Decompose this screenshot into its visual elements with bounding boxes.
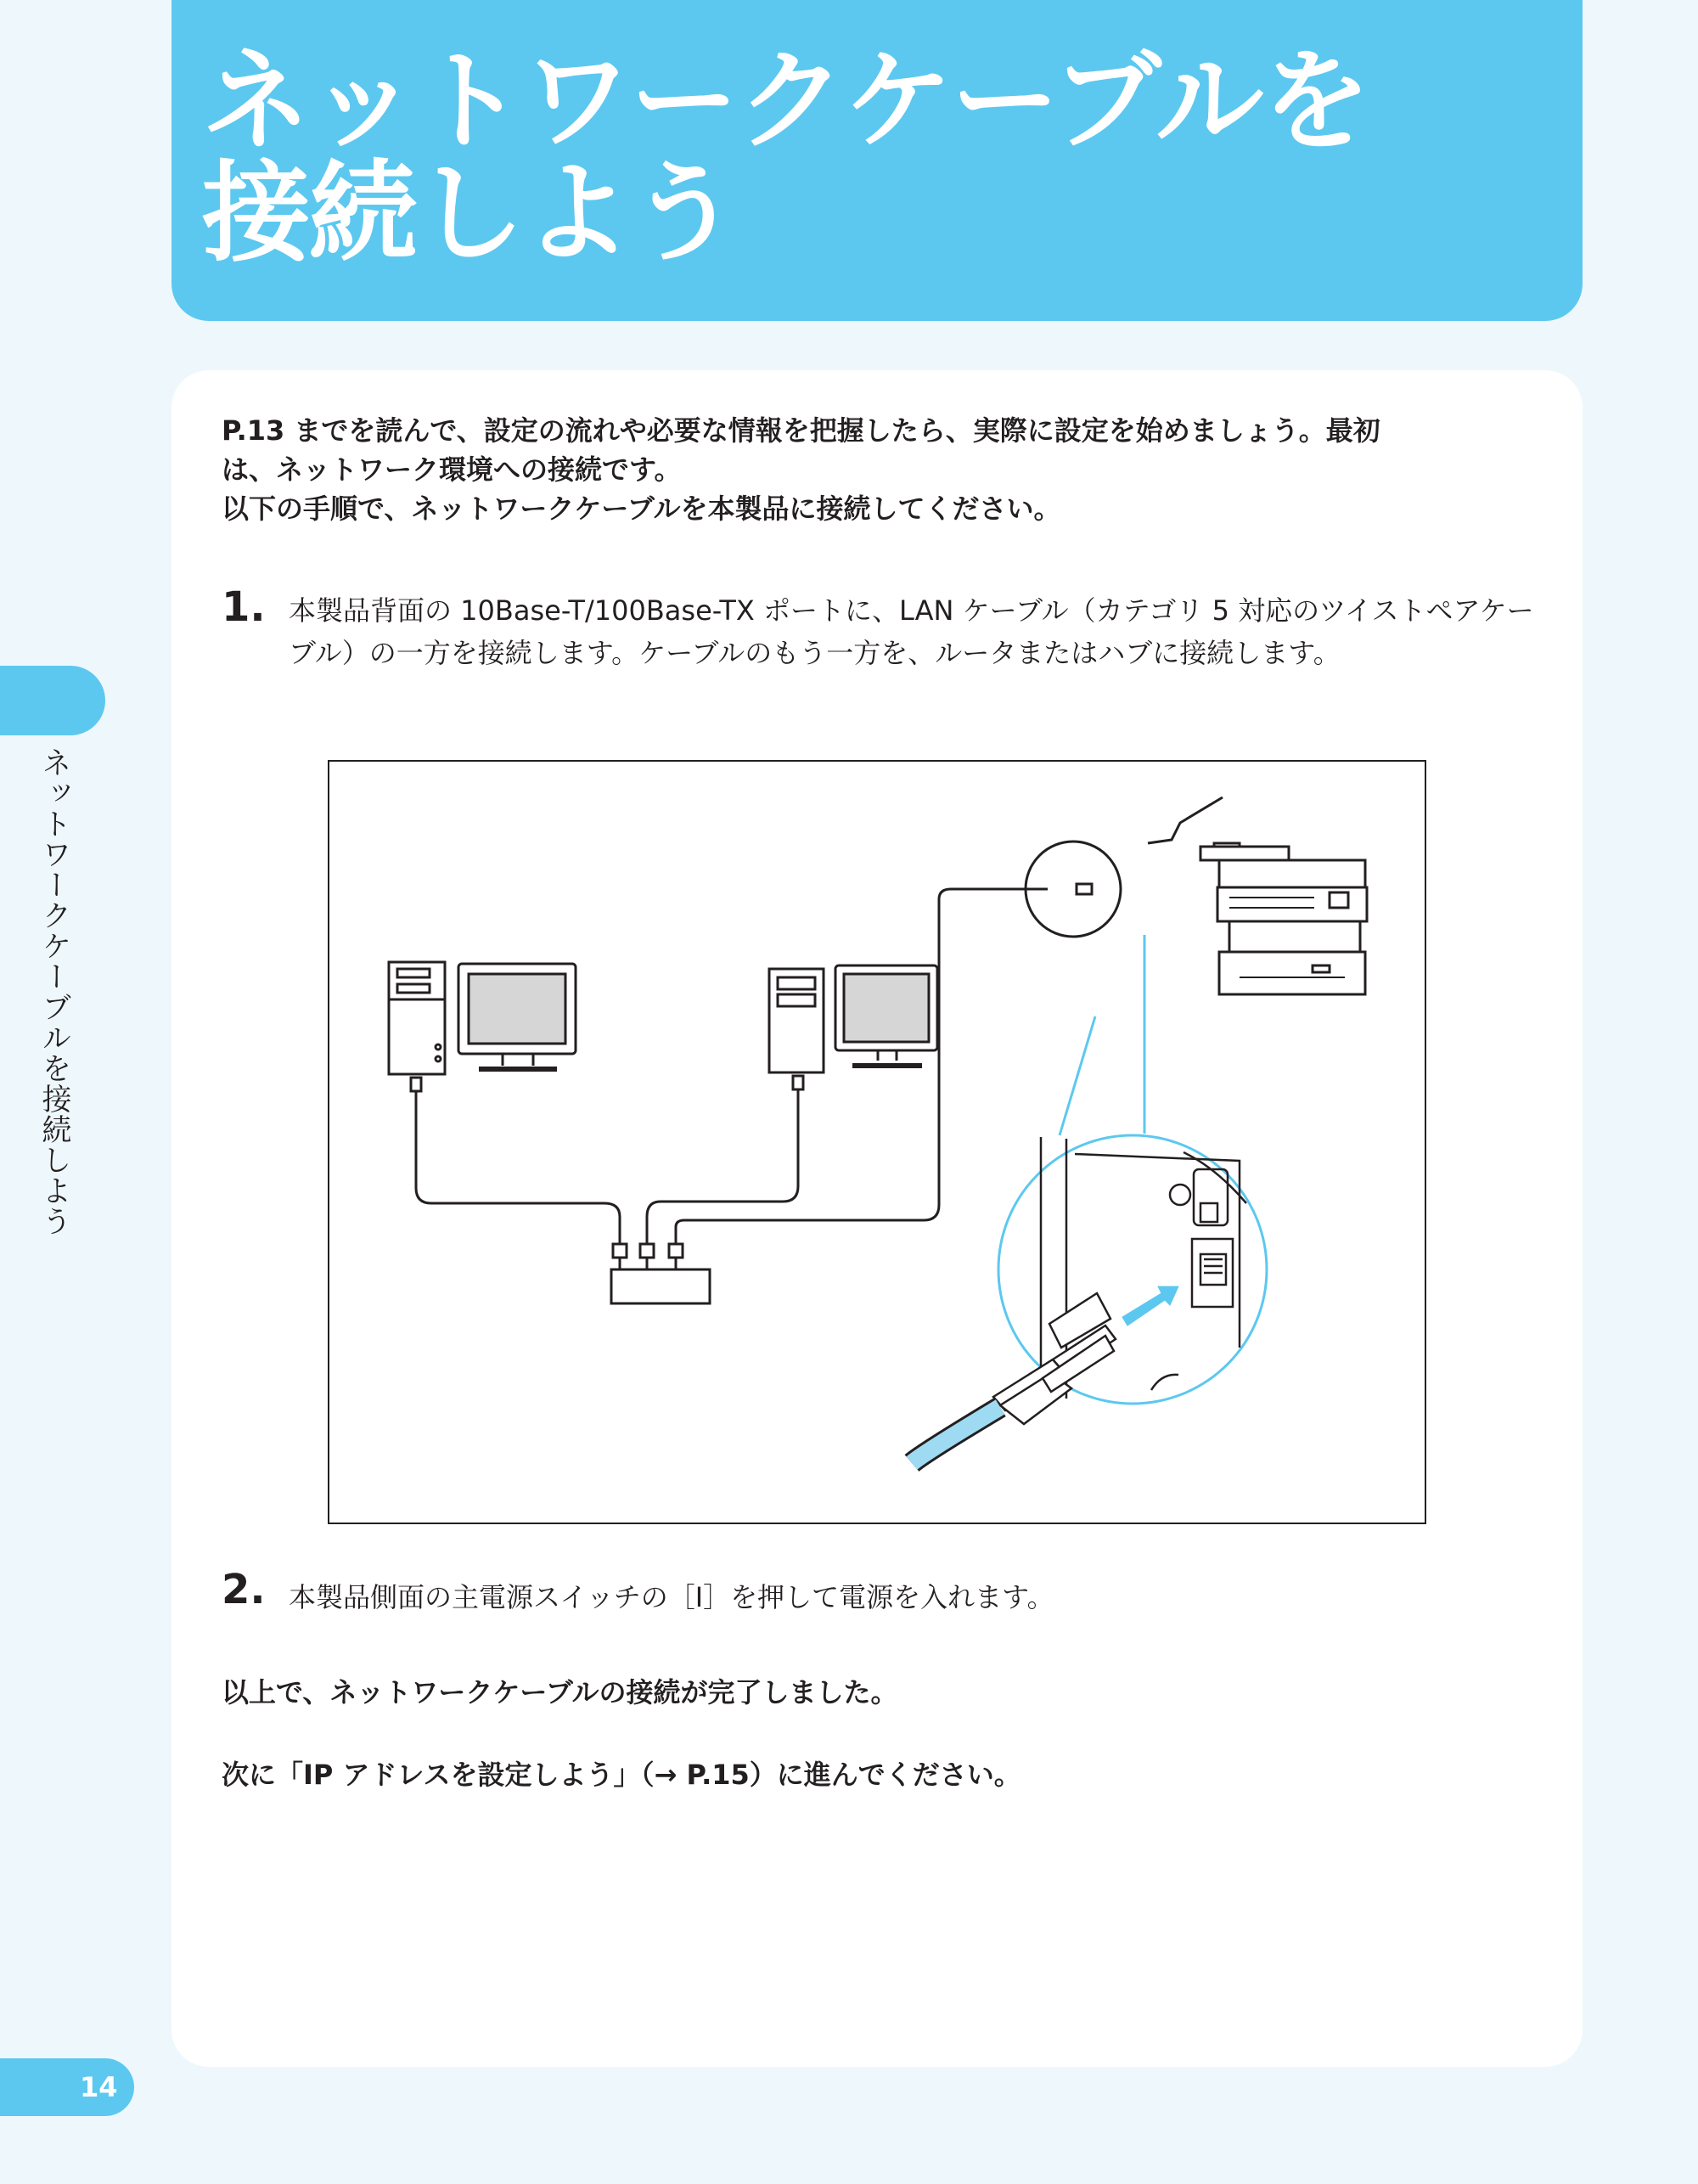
intro-paragraph [222,411,1546,528]
step-2-text: 本製品側面の主電源スイッチの［I］を押して電源を入れます。 [289,1581,1054,1613]
chapter-side-label: ネットワークケーブルを接続しよう [37,747,71,1236]
computer-tower-2-icon [769,969,824,1072]
page-number: 14 [80,2071,118,2103]
step-1-text: 本製品背面の 10Base-T/100Base-TX ポートに、LAN ケーブル（カテゴリ 5 対応のツイストペアケーブル）の一方を接続します。ケーブルのもう一方を、ルータまたはハブに接続します。 [289,594,1534,669]
completion-note: 以上で、ネットワークケーブルの接続が完了しました。 [222,1676,898,1708]
step-1-number: 1. [222,583,266,631]
next-step-note: 次に「IP アドレスを設定しよう」（→ P.15）に進んでください。 [222,1759,1021,1791]
intro-line-3: 以下の手順で、ネットワークケーブルを本製品に接続してください。 [222,493,1061,525]
printer-icon [1148,797,1367,994]
callout-line-diag [1060,1016,1095,1135]
intro-line-1: P.13 までを読んで、設定の流れや必要な情報を把握したら、実際に設定を始めましょう。最初 [222,414,1380,447]
intro-line-2: は、ネットワーク環境への接続です。 [222,453,682,486]
network-hub-icon [611,1244,710,1303]
computer-tower-1-icon [389,962,445,1074]
page-title [202,38,1560,277]
monitor-2-icon [835,965,937,1066]
connection-diagram [328,760,1426,1524]
monitor-1-icon [458,964,576,1069]
rj45-plug-icon [912,1286,1178,1463]
chapter-side-tab [0,666,105,735]
title-line-2: 接続しよう [202,150,738,277]
title-line-1: ネットワークケーブルを [202,38,1369,165]
step-2-number: 2. [222,1566,266,1613]
